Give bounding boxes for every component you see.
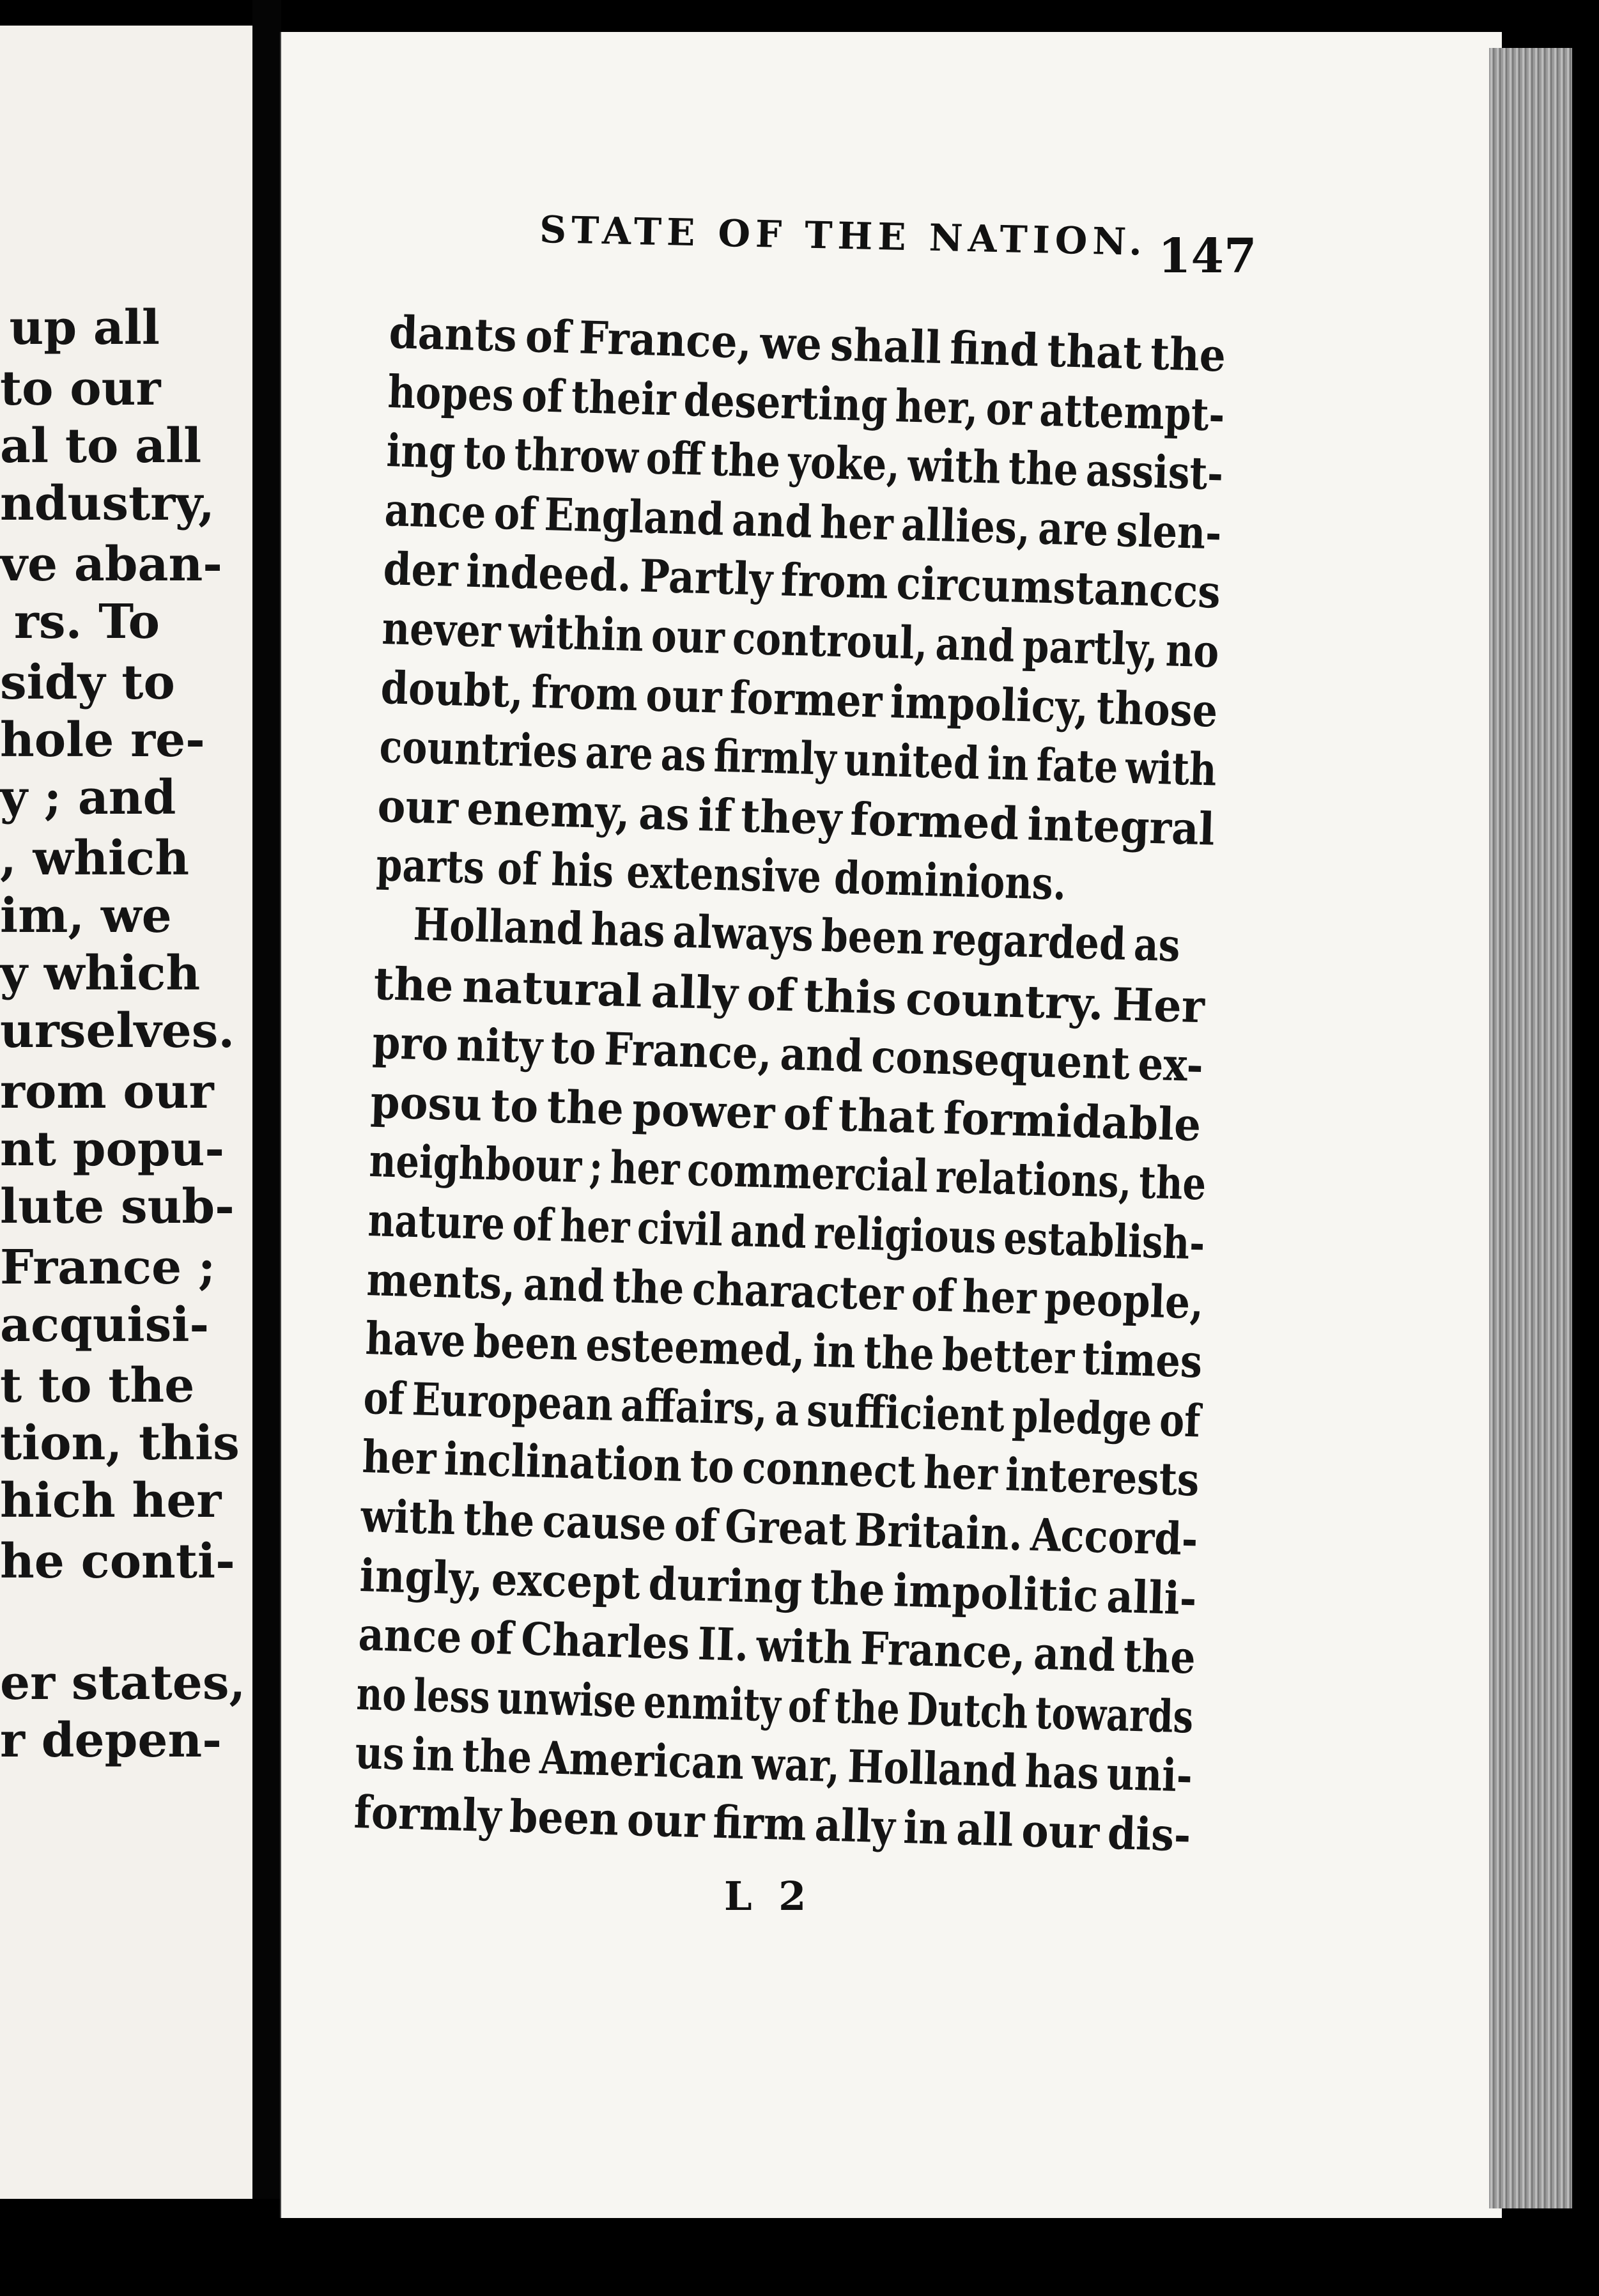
body-line: our enemy, as if they formed integral	[377, 779, 1216, 856]
left-page-line: acquisi-	[0, 1298, 210, 1353]
signature-mark: L 2	[724, 1873, 813, 1920]
body-line: us in the American war, Holland has uni-	[354, 1726, 1194, 1803]
left-page-line: to our	[0, 361, 161, 416]
body-line: of European affairs, a sufficient pledge of	[363, 1370, 1201, 1448]
left-page-line: nt popu-	[0, 1122, 225, 1177]
body-line: ing to throw off the yoke, with the assist-	[385, 424, 1224, 500]
left-page-line: im, we	[0, 888, 172, 943]
body-line: posu to the power of that formidable	[370, 1074, 1202, 1152]
left-page-line: hole re-	[0, 713, 205, 768]
body-line: nature of her civil and religious establish-	[367, 1193, 1206, 1270]
body-line: ingly, except during the impolitic alli-	[359, 1548, 1198, 1625]
body-line: her inclination to connect her interests	[361, 1430, 1200, 1507]
left-page-line: ndustry,	[0, 476, 215, 531]
left-page-line: al to all	[0, 419, 202, 474]
body-line: parts of his extensive dominions.	[375, 838, 1067, 911]
page-number: 147	[1158, 229, 1257, 284]
left-page-line: urselves.	[0, 1004, 235, 1059]
body-line: hopes of their deserting her, or attempt-	[387, 364, 1226, 442]
body-line: with the cause of Great Britain. Accord-	[360, 1489, 1199, 1566]
body-line: der indeed. Partly from circumstanccs	[382, 542, 1221, 619]
left-page-line: hich her	[0, 1473, 222, 1528]
left-page-line: ve aban-	[0, 537, 222, 592]
left-page-line: he conti-	[0, 1534, 235, 1589]
body-line: countries are as firmly united in fate with	[378, 720, 1217, 796]
left-page-line: up all	[9, 300, 160, 355]
left-page-line: t to the	[0, 1358, 195, 1413]
body-line: doubt, from our former impolicy, those	[380, 660, 1219, 738]
left-page-line: , which	[0, 831, 189, 886]
body-line: formly been our firm ally in all our dis-	[353, 1785, 1192, 1862]
body-line: have been esteemed, in the better times	[364, 1312, 1203, 1388]
left-page-line: y ; and	[0, 770, 176, 825]
body-line: Holland has always been regarded as	[412, 897, 1181, 972]
body-line: never within our controul, and partly, no	[381, 601, 1220, 678]
left-page-line: rom our	[0, 1064, 214, 1119]
left-page-line: r depen-	[0, 1713, 222, 1768]
body-line: pro nity to France, and consequent ex-	[371, 1016, 1204, 1092]
body-line: ments, and the character of her people,	[366, 1252, 1205, 1330]
body-line: no less unwise enmity of the Dutch towards	[356, 1666, 1194, 1744]
left-page-line: lute sub-	[0, 1179, 235, 1234]
left-page-line: France ;	[0, 1240, 216, 1295]
left-page-line: er states,	[0, 1656, 246, 1710]
running-head: STATE OF THE NATION.	[539, 208, 1148, 264]
body-line: dants of France, we shall find that the	[388, 306, 1227, 382]
body-line: ance of Charles II. with France, and the	[357, 1608, 1196, 1684]
body-line: neighbour ; her commercial relations, the	[368, 1134, 1207, 1211]
left-page-line: tion, this	[0, 1416, 240, 1471]
left-page-line: rs. To	[13, 594, 160, 649]
left-page-line: sidy to	[0, 655, 175, 710]
body-line: ance of England and her allies, are slen-	[384, 483, 1223, 560]
body-line: the natural ally of this country. Her	[373, 956, 1205, 1033]
left-page-line: y which	[0, 946, 201, 1001]
